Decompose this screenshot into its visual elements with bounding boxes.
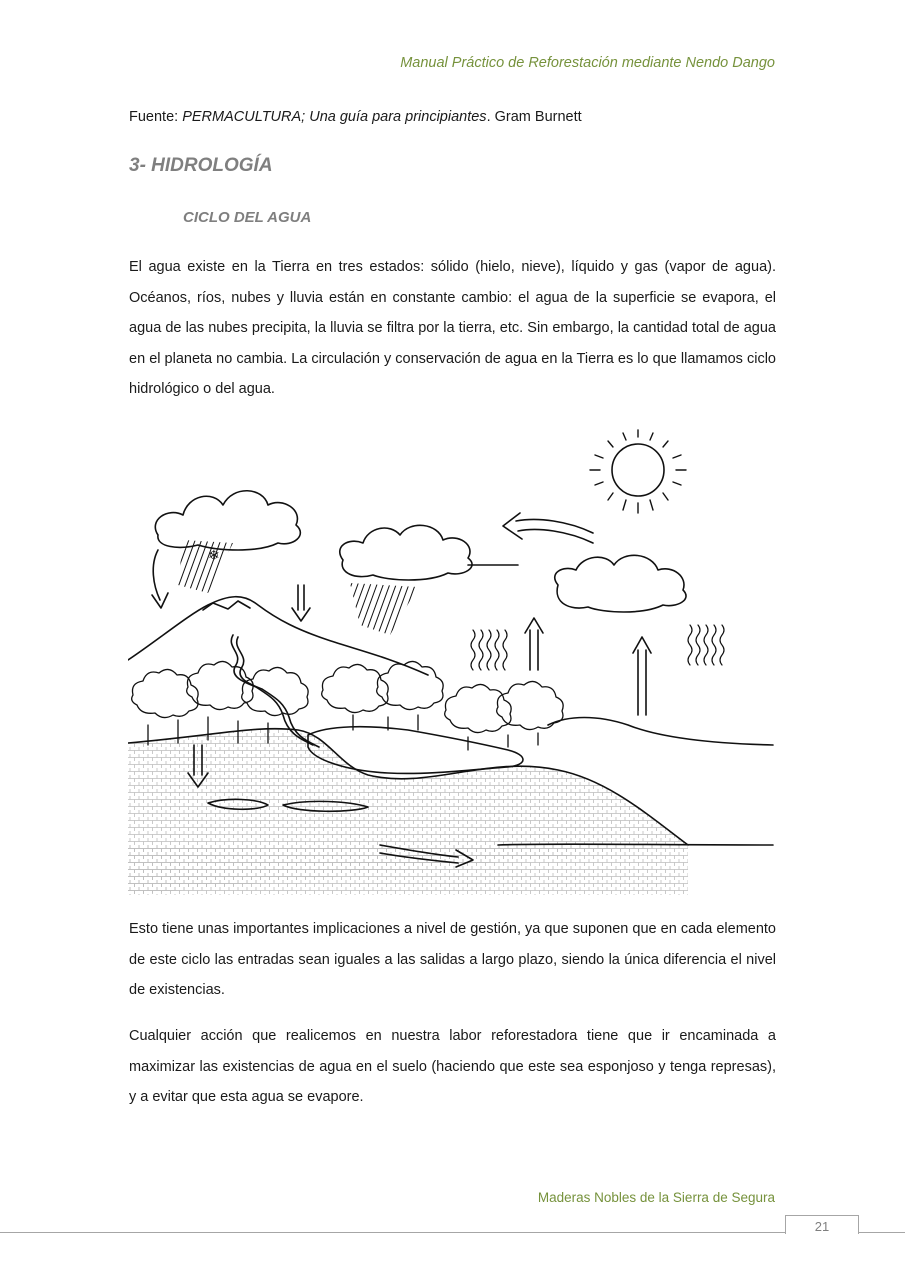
implications-paragraph: Esto tiene unas importantes implicaciones a nivel de gestión, ya que suponen que en cada elemento de este ciclo las entradas sean iguales a las salidas a largo plazo, siendo la única diferencia el nivel de existencias. [129,921,776,998]
source-citation [129,109,582,125]
rain-left [178,540,233,593]
evaporation-lines [471,625,724,670]
sun-icon [590,430,686,513]
source-label: Fuente: [129,109,183,125]
section-heading: 3- HIDROLOGÍA [129,155,273,176]
sub-heading: CICLO DEL AGUA [183,209,312,226]
sea-line [498,844,773,845]
coastline [548,718,773,746]
water-cycle-illustration [128,425,775,895]
footer-divider [0,1232,905,1233]
cloud-middle [340,525,472,580]
rain-middle [350,583,418,635]
cloud-left [155,491,300,550]
forest-middle [322,661,443,730]
page-number: 21 [785,1215,859,1234]
cloud-right [555,555,686,612]
source-book-title: PERMACULTURA; Una guía para principiantes [182,109,487,125]
running-footer: Maderas Nobles de la Sierra de Segura [537,1190,775,1205]
intro-paragraph: El agua existe en la Tierra en tres estados: sólido (hielo, nieve), líquido y gas (vapor de agua). Océanos, ríos, nubes y lluvia están en constante cambio: el agua de la superficie se evapora, el agua de las nubes precipita, la lluvia se filtra por la tierra, etc. Sin embargo, la cantidad total de agua en el planeta no cambia. La circulación y conservación de agua en la Tierra es lo que llamamos ciclo hidrológico o del agua. [129,259,776,397]
lake [308,727,523,774]
source-author: . Gram Burnett [486,109,582,125]
svg-text:❄: ❄ [208,548,220,564]
action-paragraph: Cualquier acción que realicemos en nuestra labor reforestadora tiene que ir encaminada a maximizar las existencias de agua en el suelo (haciendo que este sea esponjoso y tenga represas), y a evitar que esta agua se evapore. [129,1028,776,1105]
running-header: Manual Práctico de Reforestación mediante Nendo Dango [400,55,775,71]
